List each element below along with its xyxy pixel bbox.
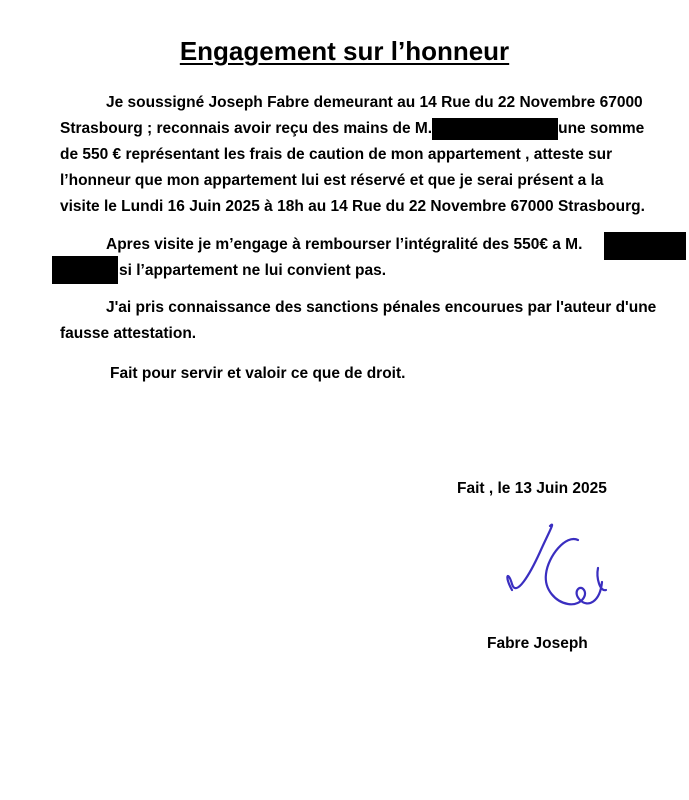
paragraph-line: si l’appartement ne lui convient pas.	[119, 262, 387, 279]
paragraph-line: J'ai pris connaissance des sanctions pénales encourues par l'auteur d'une	[106, 299, 657, 316]
paragraph-closing	[110, 361, 405, 387]
redacted-name	[432, 118, 558, 140]
paragraph-line: Fait pour servir et valoir ce que de droit.	[110, 365, 406, 382]
paragraph-sanctions	[60, 295, 656, 347]
handwritten-signature	[490, 512, 620, 622]
paragraph-line: l’honneur que mon appartement lui est réservé et que je serai présent a la	[60, 172, 604, 189]
document-title: Engagement sur l’honneur	[179, 36, 510, 66]
paragraph-line	[60, 116, 645, 142]
redacted-name	[52, 256, 118, 284]
paragraph-text: Strasbourg ; reconnais avoir reçu des mains de M.	[60, 120, 433, 137]
paragraph-receipt	[60, 90, 645, 220]
paragraph-refund	[60, 232, 582, 284]
paragraph-line: visite le Lundi 16 Juin 2025 à 18h au 14 Rue du 22 Novembre 67000 Strasbourg.	[60, 198, 645, 215]
paragraph-line: de 550 € représentant les frais de caution de mon appartement , atteste sur	[60, 146, 613, 163]
paragraph-line: fausse attestation.	[60, 325, 197, 342]
paragraph-text: une somme	[558, 120, 645, 137]
redacted-name	[604, 232, 686, 260]
signatory-name: Fabre Joseph	[487, 635, 588, 652]
signature-date: Fait , le 13 Juin 2025	[457, 480, 607, 497]
paragraph-line: Apres visite je m’engage à rembourser l’intégralité des 550€ a M.	[106, 236, 583, 253]
paragraph-line: Je soussigné Joseph Fabre demeurant au 14 Rue du 22 Novembre 67000	[106, 94, 643, 111]
